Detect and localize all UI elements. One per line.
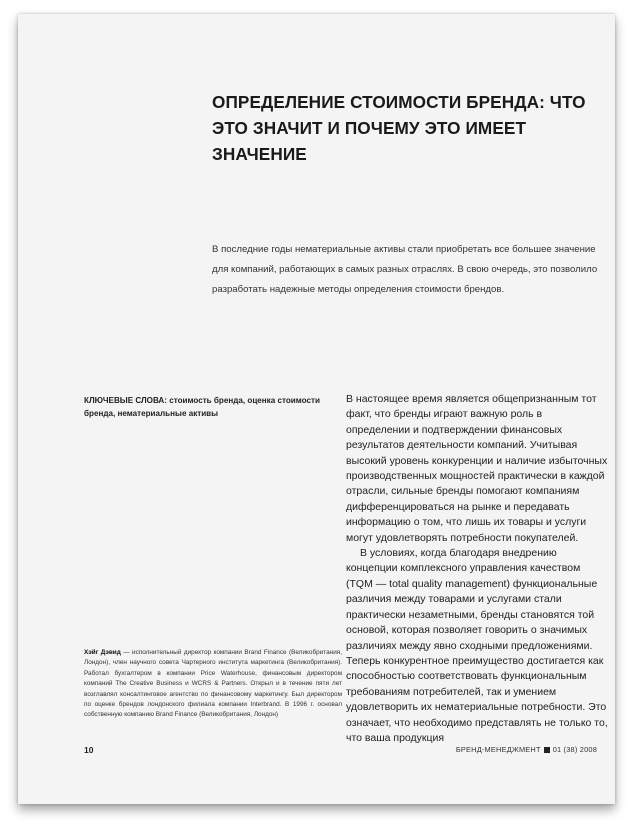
keywords-text: стоимость бренда, оценка стоимости бренда, нематериальные активы bbox=[84, 396, 320, 418]
journal-footer bbox=[456, 745, 597, 754]
keywords-block bbox=[84, 394, 342, 420]
author-bio: — исполнительный директор компании Brand Finance (Великобритания, Лондон), член научного совета Чартерного института маркетинга (Великобритания). Работал бухгалтером в компании Price Waterhouse, финансовым директором компаний The Creative Business и WCRS & Partners. Открыл и в течение пяти лет возглавлял консалтинговое агентство по финансовому маркетингу. Был директором по оценке брендов лондонского филиала компании Interbrand. В 1996 г. основал собственную компанию Brand Finance (Великобритания, Лондон) bbox=[84, 649, 342, 719]
body-paragraph-1: В настоящее время является общепризнанным тот факт, что бренды играют важную роль в определении и подтверждении финансовых результатов деятельности компаний. Учитывая высокий уровень конкуренции и наличие избыточных производственных мощностей практически в каждой отрасли, сильные бренды помогают компаниям дифференцироваться на рынке и передавать информацию о том, что лишь их товары и услуги могут удовлетворять потребности покупателей. bbox=[346, 393, 608, 544]
page-number: 10 bbox=[84, 745, 94, 755]
body-paragraph-2: В условиях, когда благодаря внедрению концепции комплексного управления качеством (TQM — total quality management) функциональные различия между товарами и услугами стали практически незаметными, бренды становятся той основой, которая позволяет говорить о значимых различиях между явно сходными предложениями. Теперь конкурентное преимущество достигается как способностью соответствовать функциональным требованиям потребителей, так и умением удовлетворить их нематериальные потребности. Это означает, что необходимо представлять не только то, что ваша продукция bbox=[346, 547, 608, 744]
body-column bbox=[346, 392, 608, 746]
author-name: Хэйг Дэвид bbox=[84, 649, 121, 656]
author-bio-block bbox=[84, 648, 342, 721]
keywords-label: КЛЮЧЕВЫЕ СЛОВА: bbox=[84, 396, 167, 405]
document-page bbox=[18, 14, 615, 804]
article-title: ОПРЕДЕЛЕНИЕ СТОИМОСТИ БРЕНДА: ЧТО ЭТО ЗНАЧИТ И ПОЧЕМУ ЭТО ИМЕЕТ ЗНАЧЕНИЕ bbox=[212, 92, 586, 164]
square-bullet-icon bbox=[544, 747, 550, 753]
article-lead: В последние годы нематериальные активы стали приобретать все большее значение для компаний, работающих в самых разных отраслях. В свою очередь, это позволило разработать надежные методы определения стоимости брендов. bbox=[212, 244, 598, 295]
journal-issue: 01 (38) 2008 bbox=[552, 745, 597, 754]
journal-name: БРЕНД-МЕНЕДЖМЕНТ bbox=[455, 745, 541, 754]
